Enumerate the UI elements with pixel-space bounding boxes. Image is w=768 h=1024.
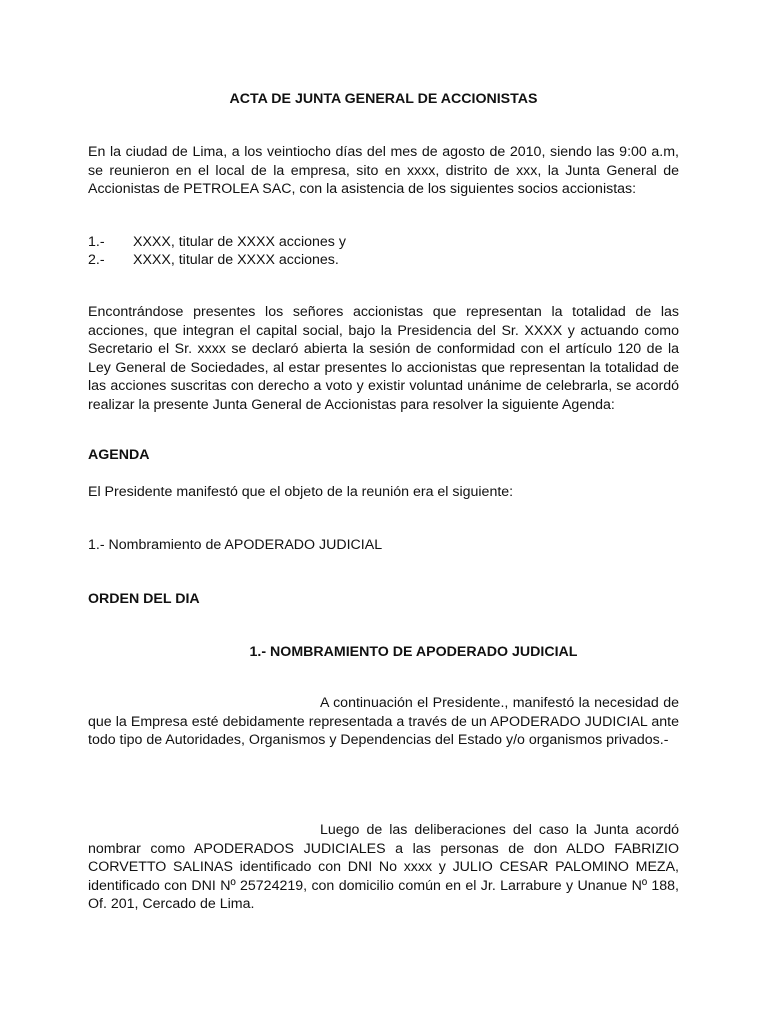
agenda-intro: El Presidente manifestó que el objeto de la reunión era el siguiente:	[88, 484, 514, 500]
agenda-heading: AGENDA	[88, 447, 150, 463]
document-title: ACTA DE JUNTA GENERAL DE ACCIONISTAS	[229, 91, 538, 107]
order-of-day-heading: ORDEN DEL DIA	[88, 591, 200, 607]
intro-paragraph: En la ciudad de Lima, a los veintiocho días del mes de agosto de 2010, siendo las 9:00 a.m, se reunieron en el local de la empresa, sito en xxxx, distrito de xxx, la Junta General de Accionistas de PETROLEA SAC, con la asistencia de los siguientes socios accionistas:	[88, 144, 679, 197]
paragraph-appointment-first: Luego de las deliberaciones del caso la Junta acordó	[320, 822, 679, 838]
quorum-paragraph: Encontrándose presentes los señores accionistas que representan la totalidad de las acciones, que integran el capital social, bajo la Presidencia del Sr. XXXX y actuando como Secretario el Sr. xxxx se declaró abierta la sesión de conformidad con el artículo 120 de la Ley General de Sociedades, al estar presentes lo accionistas que representan la totalidad de las acciones suscritas con derecho a voto y existir voluntad unánime de celebrarla, se acordó realizar la presente Junta General de Accionistas para resolver la siguiente Agenda:	[88, 304, 679, 413]
attendee-number: 1.-	[88, 234, 105, 250]
paragraph-necessity	[88, 694, 679, 750]
order-item-heading: 1.- NOMBRAMIENTO DE APODERADO JUDICIAL	[249, 644, 578, 660]
attendee-text: XXXX, titular de XXXX acciones y	[133, 234, 346, 250]
paragraph-necessity-rest: de que la Empresa esté debidamente representada a través de un APODERADO JUDICIAL ante todo tipo de Autoridades, Organismos y Dependencias del Estado y/o organismos privados.-	[88, 695, 679, 748]
attendee-item	[88, 251, 679, 270]
paragraph-necessity-first: A continuación el Presidente., manifestó la necesidad	[320, 695, 659, 711]
attendee-text: XXXX, titular de XXXX acciones.	[133, 252, 339, 268]
paragraph-appointment	[88, 821, 679, 914]
paragraph-appointment-rest: nombrar como APODERADOS JUDICIALES a las personas de don ALDO FABRIZIO CORVETTO SALINAS identificado con DNI No xxxx y JULIO CESAR PALOMINO MEZA, identificado con DNI Nº 25724219, con domicilio común en el Jr. Larrabure y Unanue Nº 188, Of. 201, Cercado de Lima.	[88, 840, 679, 912]
attendee-number: 2.-	[88, 252, 105, 268]
attendee-item	[88, 233, 679, 252]
agenda-item: 1.- Nombramiento de APODERADO JUDICIAL	[88, 537, 383, 553]
